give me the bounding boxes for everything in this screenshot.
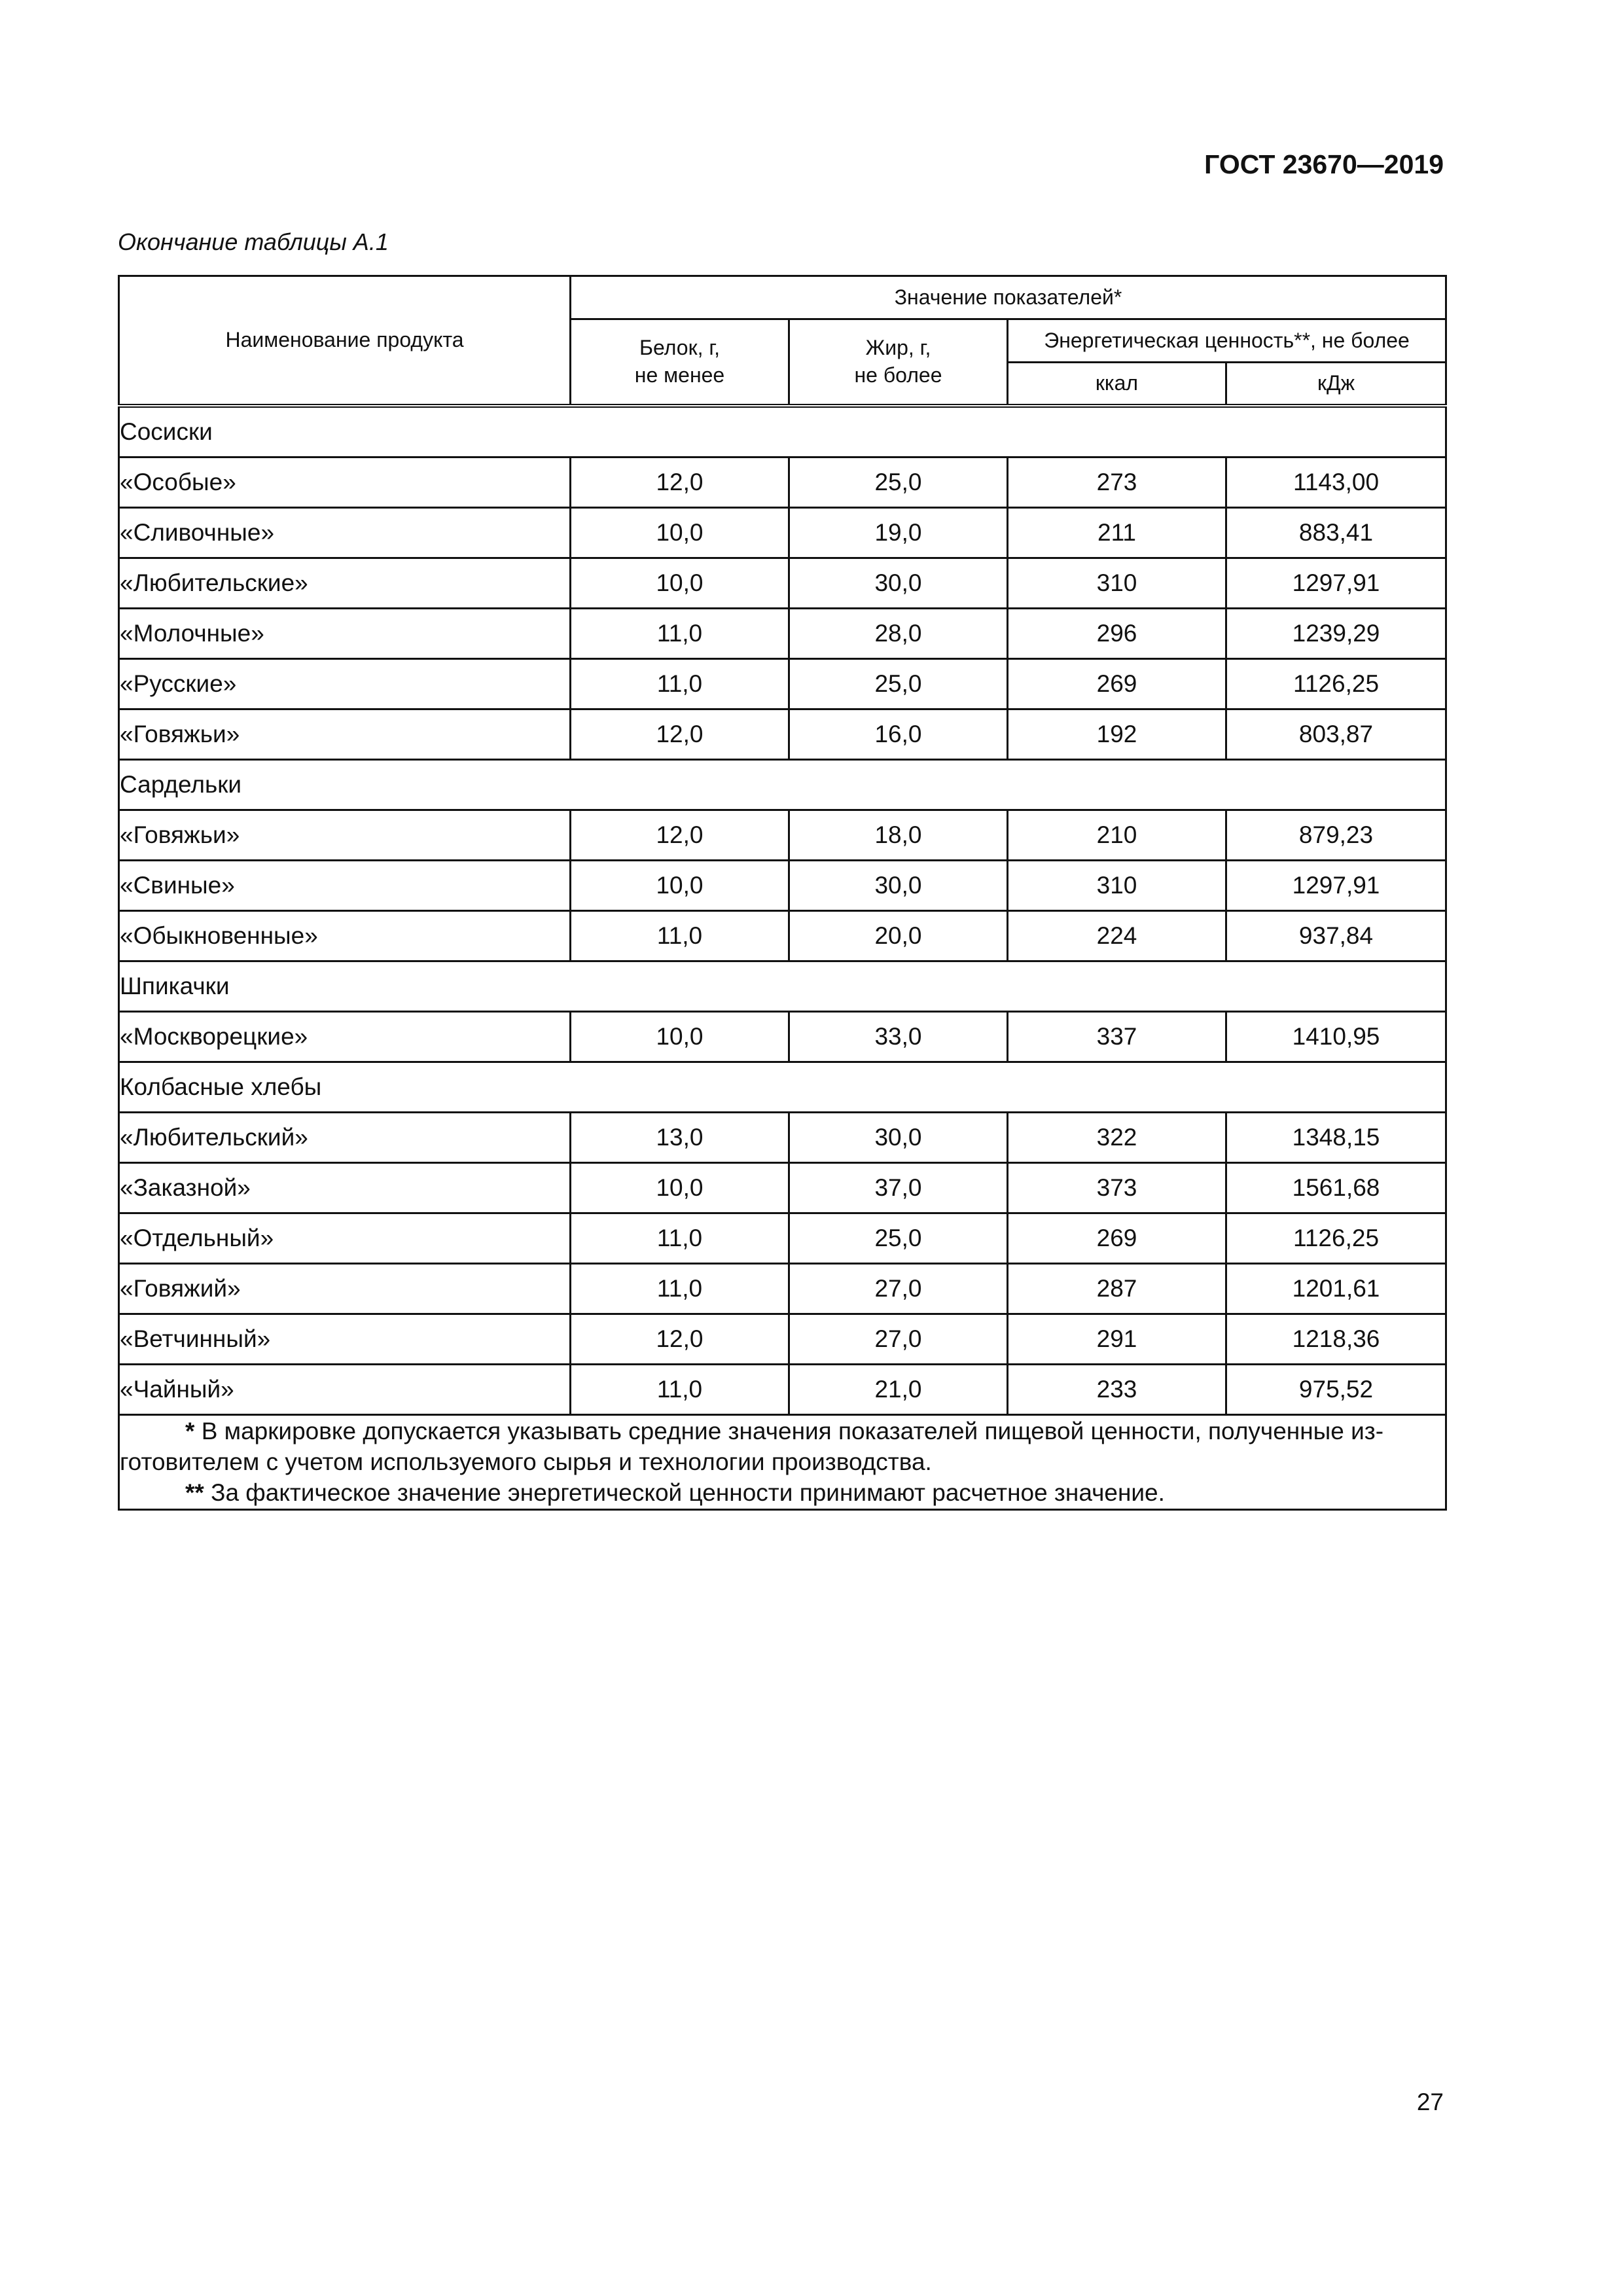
protein-cell: 10,0 <box>571 1162 789 1213</box>
protein-cell: 12,0 <box>571 457 789 507</box>
note-1-text: В маркировке допускается указывать средние значения показателей пищевой ценности, полученные из- <box>201 1417 1384 1444</box>
header-kj: кДж <box>1226 363 1446 406</box>
fat-cell: 21,0 <box>789 1364 1008 1414</box>
kcal-cell: 373 <box>1008 1162 1226 1213</box>
group-row <box>119 406 1446 457</box>
fat-cell: 30,0 <box>789 1112 1008 1162</box>
table-row <box>119 860 1446 910</box>
kj-cell: 883,41 <box>1226 507 1446 558</box>
protein-cell: 10,0 <box>571 507 789 558</box>
kcal-cell: 273 <box>1008 457 1226 507</box>
fat-cell: 19,0 <box>789 507 1008 558</box>
header-fat-sub: не более <box>854 363 942 387</box>
note-1 <box>120 1416 1445 1446</box>
kj-cell: 1410,95 <box>1226 1011 1446 1062</box>
table-row <box>119 1162 1446 1213</box>
table-row <box>119 1263 1446 1314</box>
note-2 <box>120 1477 1445 1508</box>
table-row <box>119 1364 1446 1414</box>
product-name-cell: «Сливочные» <box>119 507 571 558</box>
header-protein <box>571 319 789 406</box>
fat-cell: 27,0 <box>789 1314 1008 1364</box>
protein-cell: 10,0 <box>571 558 789 608</box>
table-row <box>119 1011 1446 1062</box>
fat-cell: 25,0 <box>789 1213 1008 1263</box>
header-fat <box>789 319 1008 406</box>
table-row <box>119 507 1446 558</box>
product-name-cell: «Чайный» <box>119 1364 571 1414</box>
kj-cell: 1126,25 <box>1226 658 1446 709</box>
kj-cell: 1297,91 <box>1226 558 1446 608</box>
kcal-cell: 233 <box>1008 1364 1226 1414</box>
note-2-mark: ** <box>185 1479 204 1507</box>
nutrition-table <box>118 275 1447 1511</box>
fat-cell: 16,0 <box>789 709 1008 759</box>
protein-cell: 12,0 <box>571 709 789 759</box>
kcal-cell: 224 <box>1008 910 1226 961</box>
fat-cell: 30,0 <box>789 558 1008 608</box>
header-fat-label: Жир, г, <box>865 336 931 360</box>
kj-cell: 937,84 <box>1226 910 1446 961</box>
kcal-cell: 296 <box>1008 608 1226 658</box>
product-name-cell: «Заказной» <box>119 1162 571 1213</box>
product-name-cell: «Обыкновенные» <box>119 910 571 961</box>
kcal-cell: 322 <box>1008 1112 1226 1162</box>
product-name-cell: «Говяжьи» <box>119 810 571 860</box>
protein-cell: 12,0 <box>571 1314 789 1364</box>
note-1-mark: * <box>185 1417 195 1444</box>
kcal-cell: 192 <box>1008 709 1226 759</box>
page-number: 27 <box>1416 2089 1444 2115</box>
note-1-continuation: готовителем с учетом используемого сырья и технологии производства. <box>120 1448 932 1475</box>
group-title: Сосиски <box>119 406 1446 457</box>
kj-cell: 1561,68 <box>1226 1162 1446 1213</box>
protein-cell: 11,0 <box>571 658 789 709</box>
kcal-cell: 211 <box>1008 507 1226 558</box>
kj-cell: 975,52 <box>1226 1364 1446 1414</box>
protein-cell: 12,0 <box>571 810 789 860</box>
table-caption: Окончание таблицы А.1 <box>118 228 389 255</box>
fat-cell: 18,0 <box>789 810 1008 860</box>
protein-cell: 11,0 <box>571 910 789 961</box>
kcal-cell: 310 <box>1008 860 1226 910</box>
kcal-cell: 310 <box>1008 558 1226 608</box>
header-indicators: Значение показателей* <box>571 276 1446 319</box>
kcal-cell: 287 <box>1008 1263 1226 1314</box>
table-row <box>119 608 1446 658</box>
kj-cell: 1126,25 <box>1226 1213 1446 1263</box>
group-row <box>119 759 1446 810</box>
product-name-cell: «Москворецкие» <box>119 1011 571 1062</box>
kj-cell: 1201,61 <box>1226 1263 1446 1314</box>
product-name-cell: «Любительский» <box>119 1112 571 1162</box>
kj-cell: 1348,15 <box>1226 1112 1446 1162</box>
kj-cell: 1239,29 <box>1226 608 1446 658</box>
fat-cell: 37,0 <box>789 1162 1008 1213</box>
table-row <box>119 658 1446 709</box>
protein-cell: 13,0 <box>571 1112 789 1162</box>
table-body <box>119 406 1446 1415</box>
kj-cell: 1297,91 <box>1226 860 1446 910</box>
protein-cell: 11,0 <box>571 1213 789 1263</box>
header-protein-label: Белок, г, <box>639 336 720 360</box>
product-name-cell: «Любительские» <box>119 558 571 608</box>
fat-cell: 28,0 <box>789 608 1008 658</box>
kcal-cell: 210 <box>1008 810 1226 860</box>
kj-cell: 879,23 <box>1226 810 1446 860</box>
fat-cell: 27,0 <box>789 1263 1008 1314</box>
fat-cell: 25,0 <box>789 658 1008 709</box>
fat-cell: 30,0 <box>789 860 1008 910</box>
group-title: Колбасные хлебы <box>119 1062 1446 1112</box>
table-row <box>119 709 1446 759</box>
table-row <box>119 1314 1446 1364</box>
group-title: Сардельки <box>119 759 1446 810</box>
protein-cell: 11,0 <box>571 1364 789 1414</box>
table-row <box>119 810 1446 860</box>
fat-cell: 25,0 <box>789 457 1008 507</box>
table-notes <box>119 1414 1446 1509</box>
document-code: ГОСТ 23670—2019 <box>1204 149 1444 179</box>
protein-cell: 10,0 <box>571 860 789 910</box>
kcal-cell: 269 <box>1008 658 1226 709</box>
product-name-cell: «Свиные» <box>119 860 571 910</box>
table-head <box>119 276 1446 406</box>
table-row <box>119 1213 1446 1263</box>
product-name-cell: «Русские» <box>119 658 571 709</box>
group-row <box>119 1062 1446 1112</box>
kj-cell: 1143,00 <box>1226 457 1446 507</box>
product-name-cell: «Особые» <box>119 457 571 507</box>
table-row <box>119 910 1446 961</box>
product-name-cell: «Отдельный» <box>119 1213 571 1263</box>
product-name-cell: «Молочные» <box>119 608 571 658</box>
fat-cell: 20,0 <box>789 910 1008 961</box>
protein-cell: 11,0 <box>571 608 789 658</box>
protein-cell: 11,0 <box>571 1263 789 1314</box>
header-product-name: Наименование продукта <box>119 276 571 406</box>
notes-cell <box>119 1414 1446 1509</box>
product-name-cell: «Говяжий» <box>119 1263 571 1314</box>
kcal-cell: 291 <box>1008 1314 1226 1364</box>
kcal-cell: 337 <box>1008 1011 1226 1062</box>
note-2-text: За фактическое значение энергетической ценности принимают расчетное значение. <box>211 1479 1165 1507</box>
header-kcal: ккал <box>1008 363 1226 406</box>
header-protein-sub: не менее <box>634 363 725 387</box>
product-name-cell: «Говяжьи» <box>119 709 571 759</box>
header-energy: Энергетическая ценность**, не более <box>1008 319 1446 363</box>
kcal-cell: 269 <box>1008 1213 1226 1263</box>
table-row <box>119 457 1446 507</box>
group-row <box>119 961 1446 1011</box>
fat-cell: 33,0 <box>789 1011 1008 1062</box>
kj-cell: 1218,36 <box>1226 1314 1446 1364</box>
group-title: Шпикачки <box>119 961 1446 1011</box>
protein-cell: 10,0 <box>571 1011 789 1062</box>
table-row <box>119 1112 1446 1162</box>
product-name-cell: «Ветчинный» <box>119 1314 571 1364</box>
kj-cell: 803,87 <box>1226 709 1446 759</box>
table-row <box>119 558 1446 608</box>
